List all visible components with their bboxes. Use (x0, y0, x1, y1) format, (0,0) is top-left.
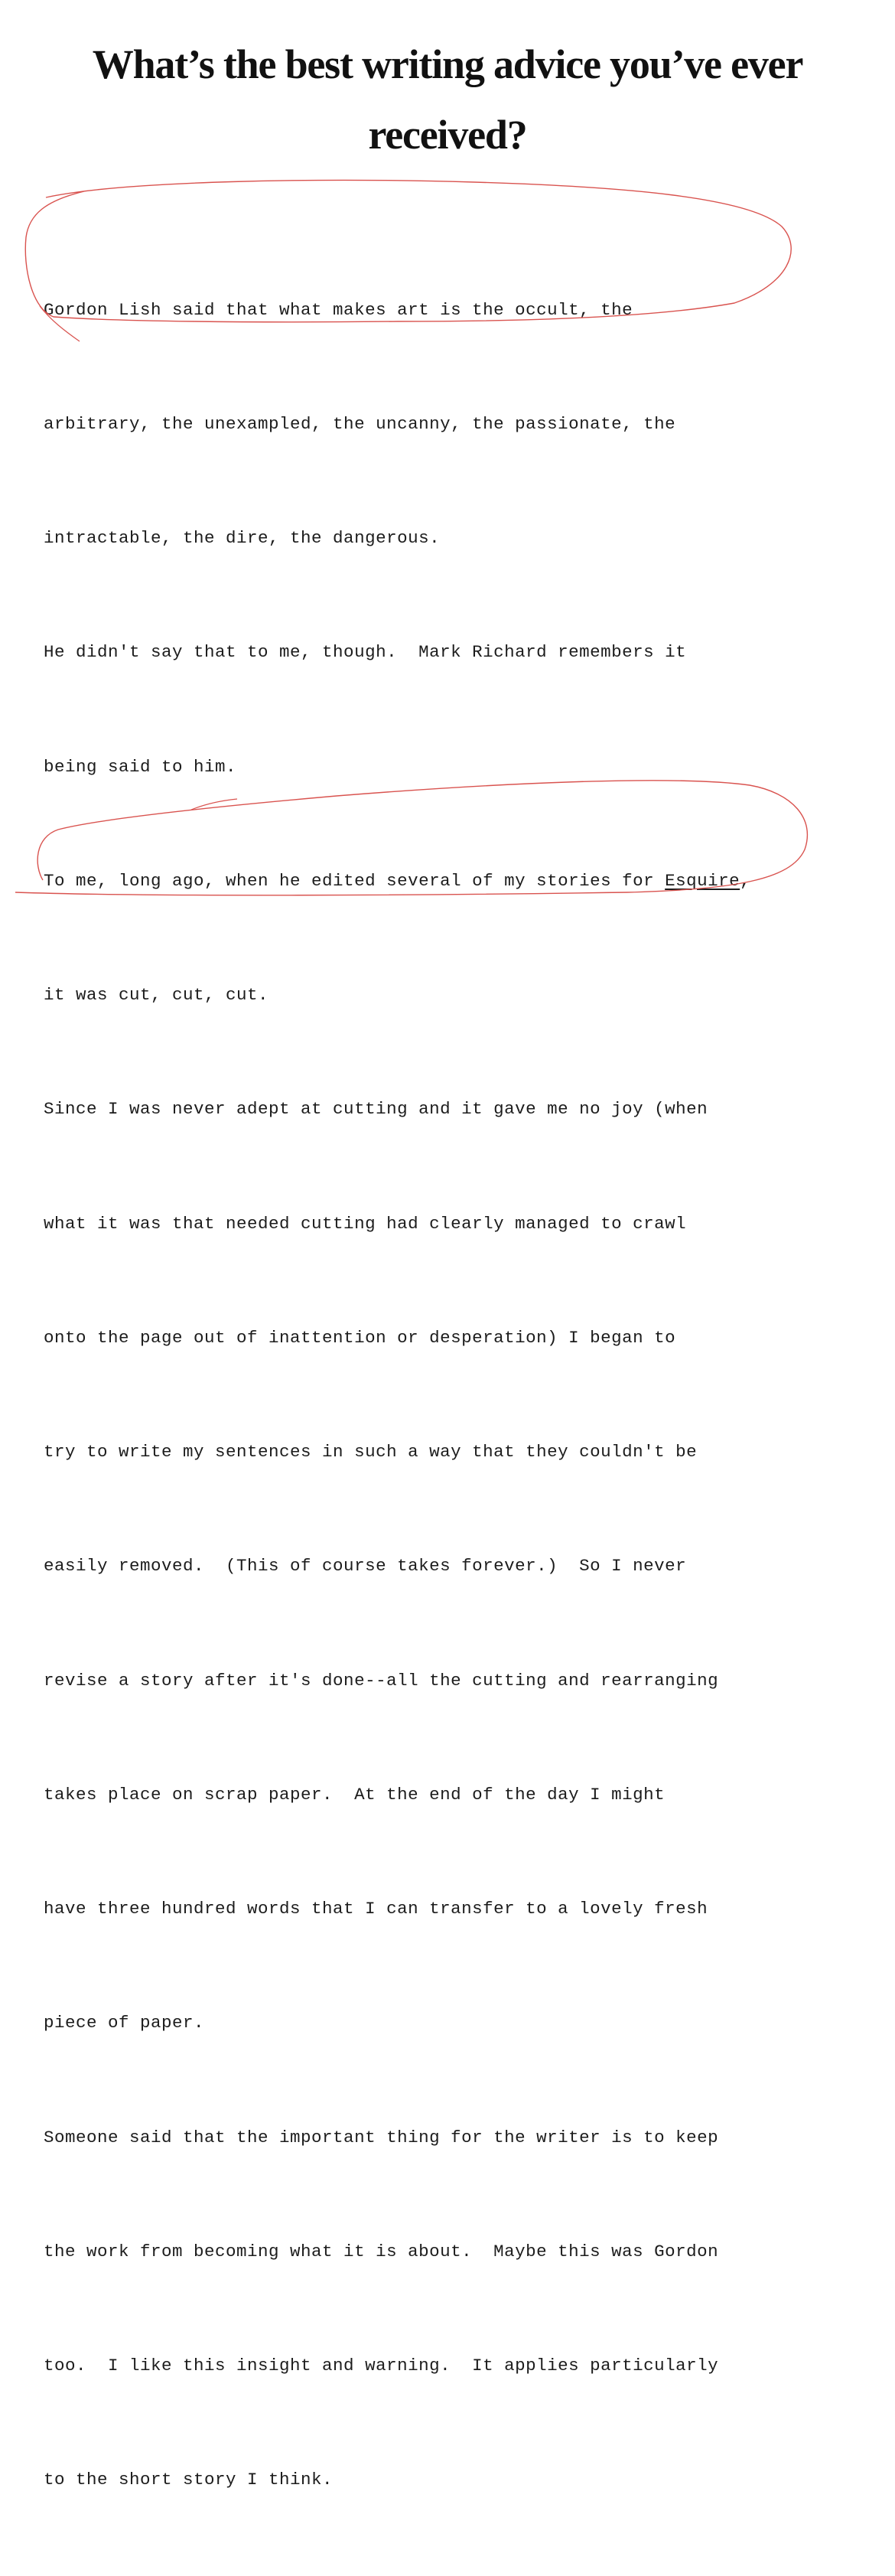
typescript-line: Gordon Lish said that what makes art is the occult, the (44, 299, 633, 320)
underlined-title-esquire: Esquire (665, 870, 740, 891)
typescript-line: easily removed. (This of course takes forever.) So I never (44, 1556, 687, 1577)
headline: What’s the best writing advice you’ve ever received? (92, 41, 803, 158)
typescript-line: arbitrary, the unexampled, the uncanny, the passionate, the (44, 413, 676, 434)
typescript-line: being said to him. (44, 756, 237, 777)
line-text-before: To me, long ago, when he edited several of my stories for (44, 870, 666, 891)
typescript-line: onto the page out of inattention or desperation) I began to (44, 1327, 676, 1348)
typescript-line: revise a story after it's done--all the cutting and rearranging (44, 1670, 719, 1691)
line-text-after: , (740, 870, 751, 891)
typescript-line: Since I was never adept at cutting and it gave me no joy (when (44, 1099, 708, 1120)
typescript-body (44, 215, 809, 2576)
typescript-line: what it was that needed cutting had clearly managed to crawl (44, 1213, 687, 1234)
typescript-line: try to write my sentences in such a way that they couldn't be (44, 1442, 698, 1462)
typescript-line: to the short story I think. (44, 2470, 334, 2490)
typescript-line: takes place on scrap paper. At the end of the day I might (44, 1784, 666, 1805)
typescript-line: Someone said that the important thing for the writer is to keep (44, 2127, 719, 2147)
typescript-line: have three hundred words that I can transfer to a lovely fresh (44, 1899, 708, 1919)
typescript-line: intractable, the dire, the dangerous. (44, 528, 441, 548)
typescript-line: it was cut, cut, cut. (44, 985, 269, 1005)
typescript-line: piece of paper. (44, 2013, 205, 2033)
typescript-line: He didn't say that to me, though. Mark Richard remembers it (44, 642, 687, 663)
typescript-line (44, 862, 809, 901)
typescript-line: too. I like this insight and warning. It applies particularly (44, 2356, 719, 2375)
typescript-line: the work from becoming what it is about. Maybe this was Gordon (44, 2241, 719, 2261)
